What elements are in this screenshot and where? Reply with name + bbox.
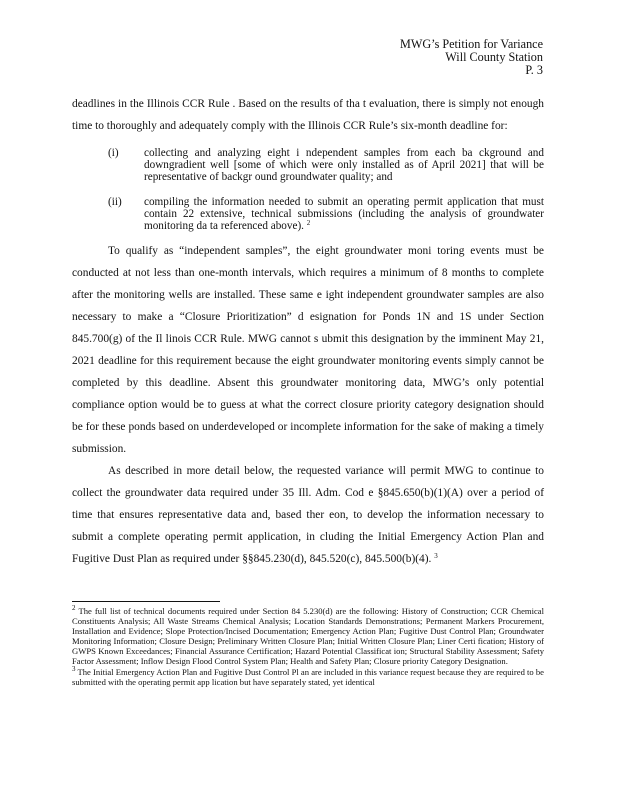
header-station: Will County Station [445, 50, 543, 64]
list-item-text: compiling the information needed to submit an operating permit application that must contain 22 extensive, technical submissions (including the analysis of groundwater monitoring da ta referenced above). [144, 196, 544, 232]
page-header [400, 38, 543, 77]
footnote-text: The Initial Emergency Action Plan and Fugitive Dust Control Pl an are included in this variance request because they are required to be submitted with the operating permit app lication but have separately stated, yet identical [72, 666, 544, 687]
footnote [72, 606, 544, 667]
header-page-number: P. 3 [525, 63, 543, 77]
paragraph-3 [72, 460, 544, 570]
list-item-text: collecting and analyzing eight i ndependent samples from each ba ckground and downgradient well [some of which were only installed as of April 2021] that will be representative of backgr ound groundwater quality; and [144, 147, 544, 183]
footnotes [72, 606, 544, 687]
list-item [72, 196, 544, 232]
footnote-text: The full list of technical documents required under Section 84 5.230(d) are the following: History of Construction; CCR Chemical Constituents Analysis; All Waste Streams Chemical Analysis; Location Standards Demonstrations; Permanent Markers Procurement, Installation and Evidence; Slope Protection/Incised Documentation; Emergency Action Plan; Fugitive Dust Control Plan; Groundwater Monitoring Information; Closure Design; Preliminary Written Closure Plan; Initial Written Closure Plan; Liner Certi fication; History of GWPS Known Exceedances; Financial Assurance Certification; Hazard Potential Classificat ion; Structural Stability Assessment; Safety Factor Assessment; Inflow Design Flood Control System Plan; Health and Safety Plan; Closure priority Category Designation. [72, 606, 545, 667]
footnote-ref-2: 2 [306, 219, 311, 227]
requirements-list [72, 147, 544, 232]
footnote [72, 664, 544, 687]
list-item-number: (i) [108, 147, 119, 159]
footnote-ref-3: 3 [434, 552, 438, 560]
list-item-text-wrap [144, 196, 544, 232]
paragraph-2: To qualify as “independent samples”, the eight groundwater moni toring events must be conducted at not less than one-month intervals, which requires a minimum of 8 months to complete after the monitoring wells are installed. These same e ight independent groundwater samples are also necessary to make a “Closure Prioritization” d esignation for Ponds 1N and 1S under Section 845.700(g) of the Il linois CCR Rule. MWG cannot s ubmit this designation by the imminent May 21, 2021 deadline for this requirement because the eight groundwater monitoring events simply cannot be completed by this deadline. Absent this groundwater monitoring data, MWG’s only potential compliance option would be to guess at what the correct closure priority category designation should be for these ponds based on underdeveloped or incomplete information for the sake of making a timely submission. [72, 245, 544, 455]
list-item-number: (ii) [108, 196, 122, 208]
header-title: MWG’s Petition for Variance [400, 37, 543, 51]
list-item [72, 147, 544, 183]
paragraph-3-text: As described in more detail below, the requested variance will permit MWG to continue to collect the groundwater data required under 35 Ill. Adm. Cod e §845.650(b)(1)(A) over a period of time that ensures representative data and, based ther eon, to develop the information necessary to submit a complete operating permit application, in cluding the Initial Emergency Action Plan and Fugitive Dust Plan as required under §§845.230(d), 845.520(c), 845.500(b)(4). [72, 465, 544, 565]
paragraph-1: deadlines in the Illinois CCR Rule . Based on the results of tha t evaluation, there is simply not enough time to thoroughly and adequately comply with the Illinois CCR Rule’s six-month deadline for: [72, 98, 544, 132]
footnote-separator [72, 601, 220, 602]
body-text [72, 93, 544, 570]
footnote-mark: 2 [72, 604, 76, 612]
footnote-mark: 3 [72, 664, 76, 673]
